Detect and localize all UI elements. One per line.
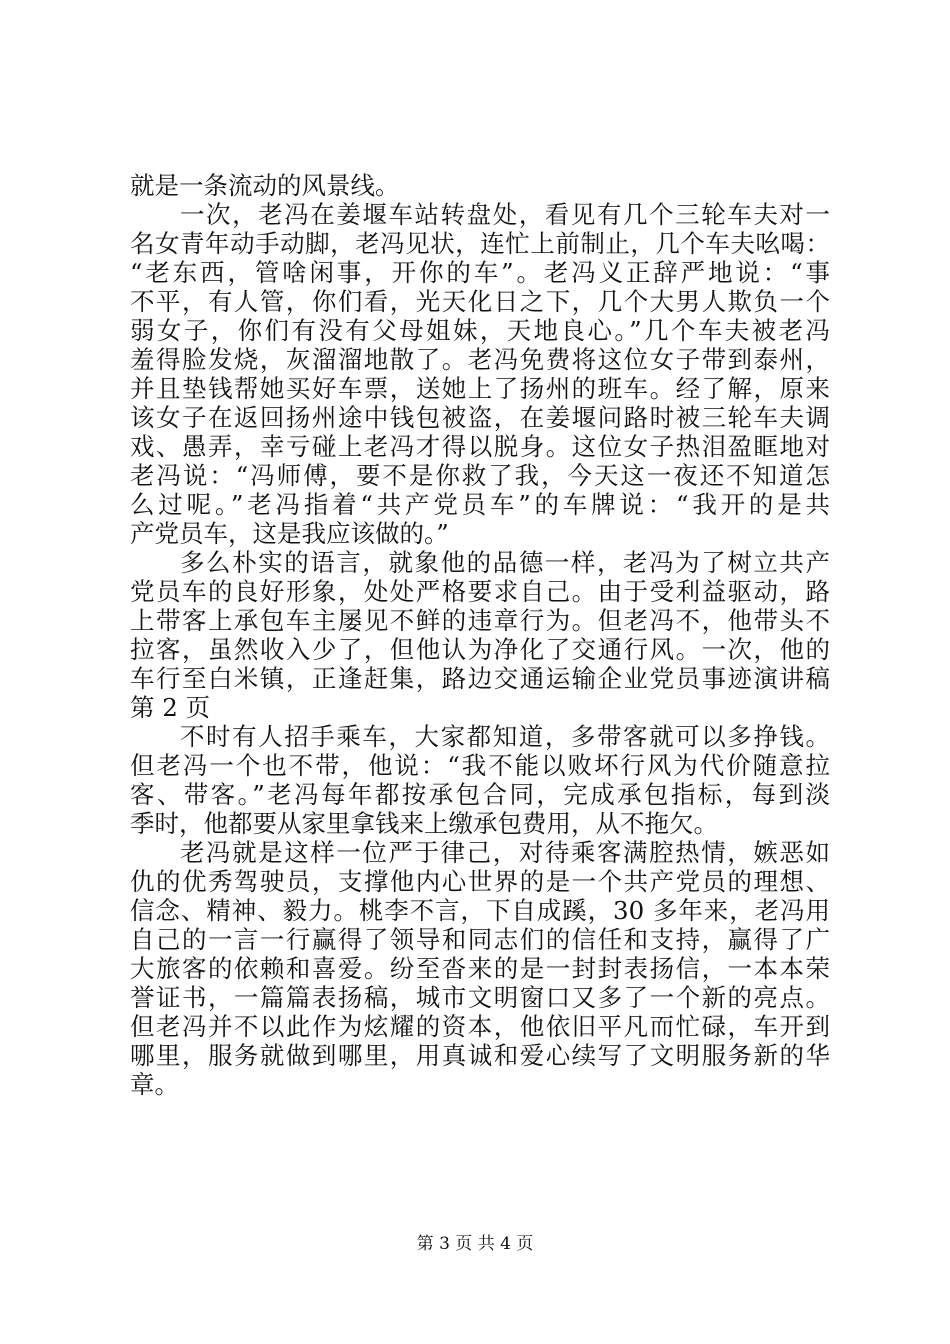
text-line: 季时，他都要从家里拿钱来上缴承包费用，从不拖欠。 bbox=[130, 809, 718, 838]
text-line: 并且垫钱帮她买好车票，送她上了扬州的班车。经了解，原来 bbox=[130, 374, 830, 403]
text-line: 上带客上承包车主屡见不鲜的违章行为。但老冯不，他带头不 bbox=[130, 606, 830, 635]
text-line: 车行至白米镇，正逢赶集，路边交通运输企业党员事迹演讲稿 bbox=[130, 664, 830, 693]
text-line: 老冯就是这样一位严于律己，对待乘客满腔热情，嫉恶如 bbox=[180, 838, 830, 867]
text-line: 戏、愚弄，幸亏碰上老冯才得以脱身。这位女子热泪盈眶地对 bbox=[130, 432, 830, 461]
text-line: 但老冯并不以此作为炫耀的资本，他依旧平凡而忙碌，车开到 bbox=[130, 1012, 830, 1041]
text-line: 信念、精神、毅力。桃李不言，下自成蹊，30 多年来，老冯用 bbox=[130, 896, 830, 925]
page-footer: 第 3 页 共 4 页 bbox=[416, 1234, 534, 1254]
text-line: 客、带客。”老冯每年都按承包合同，完成承包指标，每到淡 bbox=[130, 780, 830, 809]
text-line: 不平，有人管，你们看，光天化日之下，几个大男人欺负一个 bbox=[130, 287, 830, 316]
text-line: 弱女子，你们有没有父母姐妹，天地良心。”几个车夫被老冯 bbox=[130, 316, 830, 345]
text-line: “老东西，管啥闲事，开你的车”。老冯义正辞严地说：“事 bbox=[130, 258, 830, 287]
text-line: 该女子在返回扬州途中钱包被盗，在姜堰问路时被三轮车夫调 bbox=[130, 403, 830, 432]
text-line: 但老冯一个也不带，他说：“我不能以败坏行风为代价随意拉 bbox=[130, 751, 830, 780]
text-line: 么过呢。”老冯指着“共产党员车”的车牌说：“我开的是共 bbox=[130, 490, 830, 519]
text-line: 名女青年动手动脚，老冯见状，连忙上前制止，几个车夫吆喝： bbox=[130, 229, 830, 258]
text-line: 第 2 页 bbox=[130, 693, 211, 722]
text-line: 羞得脸发烧，灰溜溜地散了。老冯免费将这位女子带到泰州， bbox=[130, 345, 830, 374]
text-line: 自己的一言一行赢得了领导和同志们的信任和支持，赢得了广 bbox=[130, 925, 830, 954]
text-line: 多么朴实的语言，就象他的品德一样，老冯为了树立共产 bbox=[180, 548, 830, 577]
text-line: 仇的优秀驾驶员，支撑他内心世界的是一个共产党员的理想、 bbox=[130, 867, 830, 896]
text-line: 产党员车，这是我应该做的。” bbox=[130, 519, 449, 548]
text-line: 老冯说：“冯师傅，要不是你救了我，今天这一夜还不知道怎 bbox=[130, 461, 830, 490]
text-line: 哪里，服务就做到哪里，用真诚和爱心续写了文明服务新的华 bbox=[130, 1041, 830, 1070]
text-line: 大旅客的依赖和喜爱。纷至沓来的是一封封表扬信，一本本荣 bbox=[130, 954, 830, 983]
text-line: 章。 bbox=[130, 1070, 179, 1099]
text-line: 就是一条流动的风景线。 bbox=[130, 171, 400, 200]
text-line: 党员车的良好形象，处处严格要求自己。由于受利益驱动，路 bbox=[130, 577, 830, 606]
text-line: 拉客，虽然收入少了，但他认为净化了交通行风。一次，他的 bbox=[130, 635, 830, 664]
text-line: 一次，老冯在姜堰车站转盘处，看见有几个三轮车夫对一 bbox=[180, 200, 830, 229]
text-line: 不时有人招手乘车，大家都知道，多带客就可以多挣钱。 bbox=[180, 722, 830, 751]
text-line: 誉证书，一篇篇表扬稿，城市文明窗口又多了一个新的亮点。 bbox=[130, 983, 830, 1012]
